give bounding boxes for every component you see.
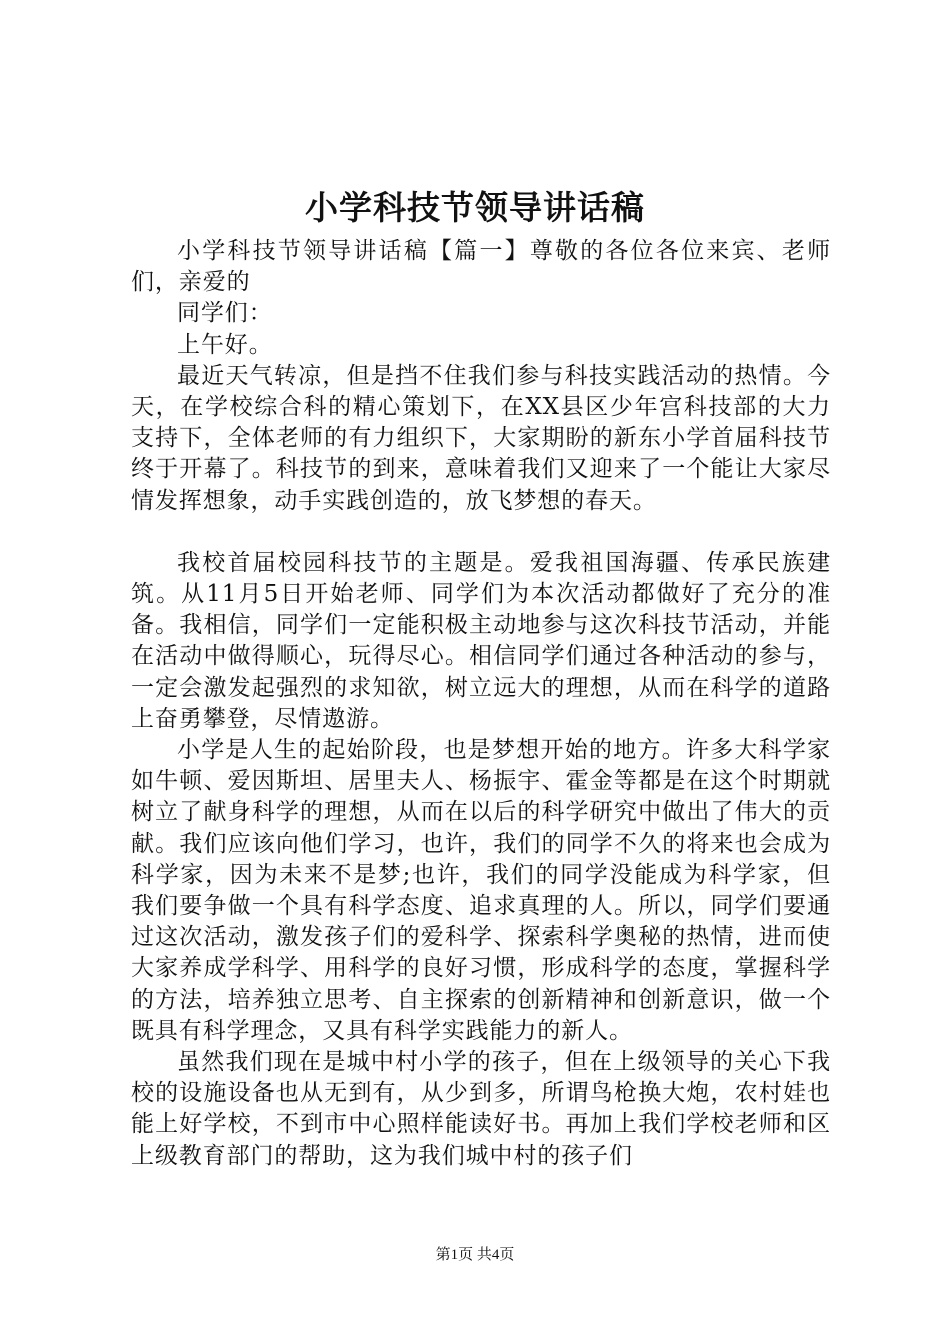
paragraph-greeting: 上午好。 — [177, 331, 273, 358]
paragraph-spacer — [131, 517, 831, 548]
paragraph-theme: 我校首届校园科技节的主题是。爱我祖国海疆、传承民族建筑。从11月5日开始老师、同学们为本次活动都做好了充分的准备。我相信，同学们一定能积极主动地参与这次科技节活动，并能在活动中做得顺心，玩得尽心。相信同学们通过各种活动的参与，一定会激发起强烈的求知欲，树立远大的理想，从而在科学的道路上奋勇攀登，尽情遨游。 — [131, 549, 831, 732]
paragraph-opening: 小学科技节领导讲话稿【篇一】尊敬的各位各位来宾、老师们，亲爱的 — [131, 238, 831, 296]
document-title: 小学科技节领导讲话稿 — [305, 188, 645, 227]
document-body — [131, 236, 831, 1172]
paragraph-school: 虽然我们现在是城中村小学的孩子，但在上级领导的关心下我校的设施设备也从无到有，从少到多，所谓鸟枪换大炮，农村娃也能上好学校，不到市中心照样能读好书。再加上我们学校老师和区上级教育部门的帮助，这为我们城中村的孩子们 — [131, 1049, 831, 1169]
paragraph-weather: 最近天气转凉，但是挡不住我们参与科技实践活动的热情。今天，在学校综合科的精心策划下，在XX县区少年宫科技部的大力支持下，全体老师的有力组织下，大家期盼的新东小学首届科技节终于开幕了。科技节的到来，意味着我们又迎来了一个能让大家尽情发挥想象，动手实践创造的，放飞梦想的春天。 — [131, 362, 831, 514]
paragraph-salutation: 同学们： — [177, 300, 273, 327]
page-number: 第1页 共4页 — [435, 1247, 515, 1263]
paragraph-scientists: 小学是人生的起始阶段，也是梦想开始的地方。许多大科学家如牛顿、爱因斯坦、居里夫人、杨振宇、霍金等都是在这个时期就树立了献身科学的理想，从而在以后的科学研究中做出了伟大的贡献。我们应该向他们学习，也许，我们的同学不久的将来也会成为科学家，因为未来不是梦;也许，我们的同学没能成为科学家，但我们要争做一个具有科学态度、追求真理的人。所以，同学们要通过这次活动，激发孩子们的爱科学、探索科学奥秘的热情，进而使大家养成学科学、用科学的良好习惯，形成科学的态度，掌握科学的方法，培养独立思考、自主探索的创新精神和创新意识，做一个既具有科学理念，又具有科学实践能力的新人。 — [131, 737, 831, 1044]
